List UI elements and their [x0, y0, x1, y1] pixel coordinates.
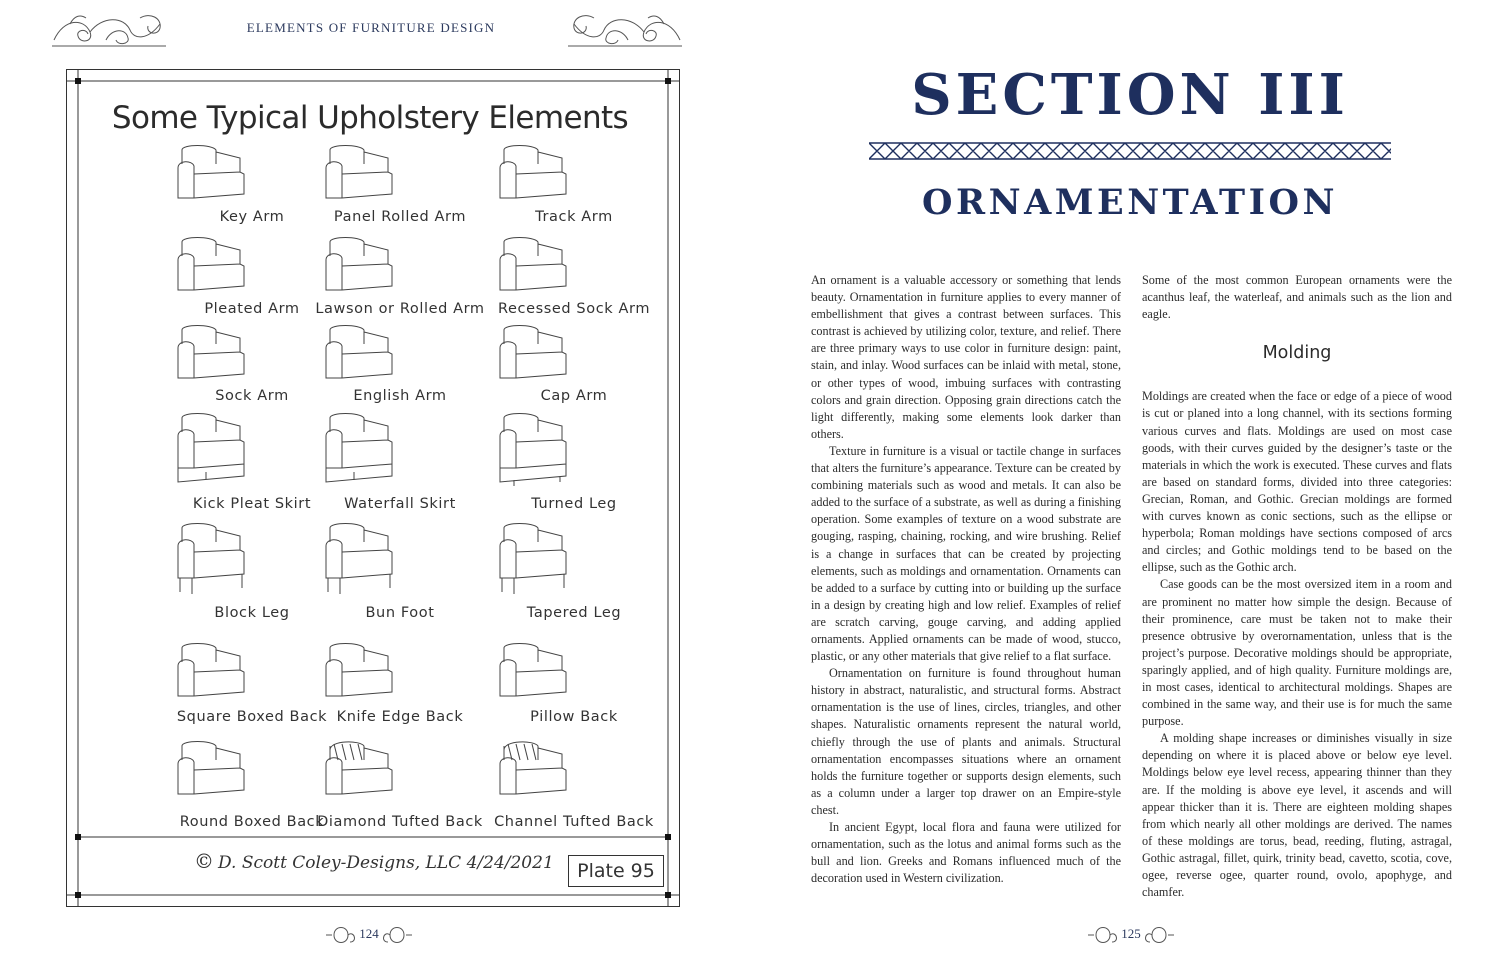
page-number-text: 125	[1121, 926, 1141, 941]
upholstery-item	[320, 520, 480, 620]
paragraph: Moldings are created when the face or edge of a piece of wood is cut or planed into a long channel, with its sections forming various curves and flats. Moldings are used on most case goods, with their curves guided by the designer’s taste or the materials in which the work is executed. These curves and flats are based on standard forms, divided into three categories: Grecian, Roman, and Gothic. Grecian moldings are formed with curves known as conic sections, such as the ellipse or hyperbola; Roman moldings have sections composed of arcs and circles; and Gothic moldings tend to be based on the ellipse, such as the Gothic arch.	[1142, 389, 1452, 575]
copyright-icon: ©	[194, 849, 214, 873]
upholstery-item	[494, 520, 654, 620]
upholstery-item	[320, 640, 480, 740]
copyright-text: D. Scott Coley-Designs, LLC 4/24/2021	[218, 853, 554, 873]
upholstery-item-label: Channel Tufted Back	[494, 814, 654, 830]
upholstery-item-label: Track Arm	[535, 209, 613, 225]
upholstery-item-label: Block Leg	[214, 605, 290, 621]
upholstery-item-label: Round Boxed Back	[179, 814, 325, 830]
armchair-icon	[172, 410, 252, 490]
upholstery-item-label: English Arm	[353, 388, 447, 404]
paragraph: Some of the most common European ornaments were the acanthus leaf, the waterleaf, and animals such as the lion and eagle.	[1142, 273, 1452, 322]
armchair-icon	[494, 520, 574, 600]
upholstery-item	[494, 322, 654, 422]
plate-title: Some Typical Upholstery Elements	[111, 100, 629, 136]
paragraph: A molding shape increases or diminishes visually in size depending on where it is placed above or below eye level. Moldings below eye level recess, appearing thinner than they are. If the molding is above eye level, it ascends and will appear thicker than it is. There are eighteen molding shapes from which nearly all other moldings are derived. The names of these moldings are torus, bead, reeding, fluting, astragal, Gothic astragal, fillet, quirk, trinity bead, cavetto, scotia, cove, ogee, reverse ogee, quarter round, ovolo, apophyge, and chamfer.	[1142, 731, 1452, 900]
armchair-icon	[172, 738, 252, 818]
upholstery-item-label: Recessed Sock Arm	[497, 301, 651, 317]
armchair-icon	[494, 410, 574, 490]
paragraph: Case goods can be the most oversized item in a room and are prominent no matter how simple the design. Because of their prominence, care must be taken not to make their presence obtrusive by overornamentation, unless that is the project’s purpose. Decorative moldings should be appropriate, sparingly applied, and of high quality. Furniture moldings are, in most cases, identical to architectural moldings. Shapes are combined in the same way, and their use is for much the same purpose.	[1142, 577, 1452, 729]
text-column-1	[811, 272, 1121, 887]
upholstery-item-label: Turned Leg	[531, 496, 617, 512]
upholstery-item-label: Tapered Leg	[526, 605, 622, 621]
armchair-icon	[494, 640, 574, 720]
paragraph: Ornamentation on furniture is found throughout human history in abstract, naturalistic, and structural forms. Abstract ornamentation is the use of lines, circles, triangles, and other shapes. Naturalistic ornaments represent the natural world, chiefly through the use of plants and animals. Structural ornamentation encompasses situations where an ornament holds the furniture together or supports design elements, such as a column under a larger top drawer on an Empire-style chest.	[811, 666, 1121, 817]
upholstery-item-label: Sock Arm	[215, 388, 289, 404]
upholstery-item-label: Key Arm	[219, 209, 285, 225]
armchair-icon	[172, 520, 252, 600]
upholstery-item	[172, 322, 332, 422]
paragraph: Texture in furniture is a visual or tactile change in surfaces that alters the furniture’s appearance. Texture can be created by combining materials such as wood and metals. It can also be added to the surface of a substrate, as well as during a finishing operation. Some examples of texture on a wood substrate are gouging, rasping, chaining, rocking, and wire brushing. Relief is a change in surfaces that can be created by projecting elements, such as moldings and ornamentation. Ornaments can be added to a surface by cutting into or building up the surface in a design by creating high and low relief. Examples of relief are scratch carving, gouge carving, and adding applied ornaments. Applied ornaments can be made of wood, stucco, plastic, or any other materials that give relief to a flat surface.	[811, 443, 1121, 664]
upholstery-item-label: Bun Foot	[365, 605, 435, 621]
upholstery-item	[172, 234, 332, 334]
upholstery-item	[317, 738, 483, 838]
section-heading: Molding	[1262, 343, 1332, 364]
upholstery-item-label: Pleated Arm	[204, 301, 300, 317]
upholstery-item-label: Panel Rolled Arm	[333, 209, 467, 225]
section-subtitle: ORNAMENTATION	[922, 182, 1338, 223]
page-number-left	[324, 920, 414, 950]
upholstery-item	[320, 322, 480, 422]
upholstery-item	[494, 640, 654, 740]
copyright	[194, 849, 554, 873]
lattice-divider-icon	[869, 142, 1391, 160]
armchair-icon	[320, 738, 400, 818]
armchair-icon	[494, 738, 574, 818]
scroll-ornament-icon	[50, 10, 168, 50]
upholstery-item-label: Waterfall Skirt	[344, 496, 456, 512]
armchair-icon	[172, 640, 252, 720]
paragraph: In ancient Egypt, local flora and fauna were utilized for ornamentation, such as the lotus and animal forms such as the bull and lion. Greeks and Romans influenced much of the decoration used in Western civilization.	[811, 820, 1121, 886]
upholstery-item-label: Cap Arm	[540, 388, 608, 404]
scroll-ornament-icon	[566, 10, 684, 50]
upholstery-item	[494, 738, 654, 838]
running-head: ELEMENTS OF FURNITURE DESIGN	[246, 20, 496, 35]
page-number-text: 124	[359, 926, 379, 941]
page-number-right	[1086, 920, 1176, 950]
upholstery-item	[172, 640, 332, 740]
upholstery-item-label: Lawson or Rolled Arm	[315, 301, 485, 317]
upholstery-item	[320, 410, 480, 510]
paragraph: An ornament is a valuable accessory or something that lends beauty. Ornamentation in furniture applies to every manner of embellishment that gives a contrast between surfaces. This contrast is achieved by utilizing color, texture, and relief. There are three primary ways to use color in furniture design: paint, stain, and inlay. Wood surfaces can be inlaid with metal, stone, or other types of wood, imbuing surfaces with contrasting colors and grain direction. Opposing grain directions catch the light differently, making some elements look darker than others.	[811, 273, 1121, 441]
upholstery-item	[320, 142, 480, 242]
upholstery-item-label: Knife Edge Back	[336, 709, 464, 725]
upholstery-item	[172, 142, 332, 242]
upholstery-item-label: Diamond Tufted Back	[317, 814, 483, 830]
upholstery-item-label: Kick Pleat Skirt	[192, 496, 312, 512]
upholstery-item	[494, 234, 654, 334]
upholstery-item	[315, 234, 485, 334]
upholstery-item-label: Square Boxed Back	[176, 709, 328, 725]
right-page	[750, 0, 1500, 970]
armchair-icon	[320, 640, 400, 720]
upholstery-item	[494, 142, 654, 242]
armchair-icon	[320, 410, 400, 490]
armchair-icon	[320, 520, 400, 600]
upholstery-item	[494, 410, 654, 510]
section-title: SECTION III	[911, 62, 1349, 128]
upholstery-item-label: Pillow Back	[530, 709, 618, 725]
text-column-2	[1142, 272, 1452, 901]
plate-number: Plate 95	[568, 855, 664, 887]
upholstery-item	[172, 410, 332, 510]
